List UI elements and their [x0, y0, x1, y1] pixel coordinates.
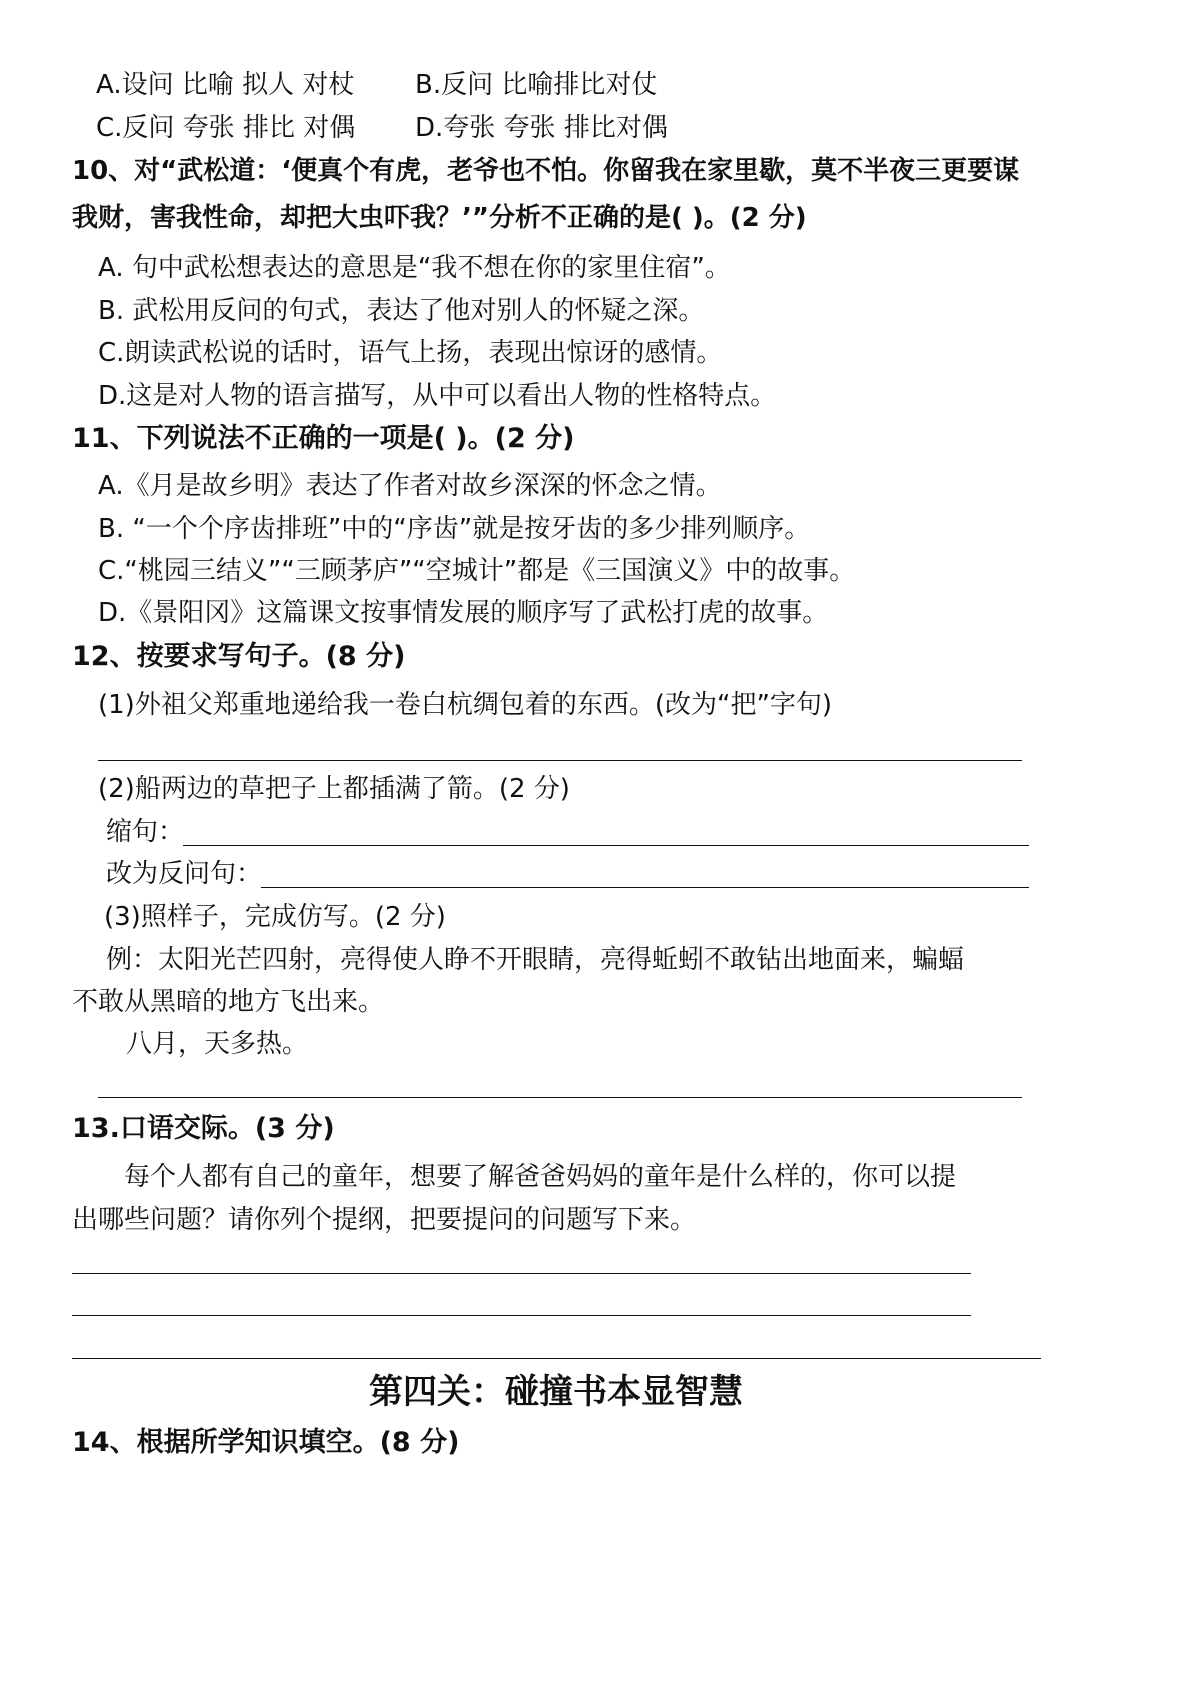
q12-subquestion-2: (2)船两边的草把子上都插满了箭。(2 分) [98, 774, 570, 804]
answer-line-q13-1[interactable] [72, 1273, 971, 1274]
answer-line-q13-2[interactable] [72, 1315, 971, 1316]
q11-option-c: C.“桃园三结义”“三顾茅庐”“空城计”都是《三国演义》中的故事。 [98, 556, 856, 586]
q10-option-c: C.朗读武松说的话时，语气上扬，表现出惊讶的感情。 [98, 338, 723, 368]
q11-option-d: D.《景阳冈》这篇课文按事情发展的顺序写了武松打虎的故事。 [98, 598, 829, 628]
q10-option-a: A. 句中武松想表达的意思是“我不想在你的家里住宿”。 [98, 253, 731, 283]
q13-body-line1: 每个人都有自己的童年，想要了解爸爸妈妈的童年是什么样的，你可以提 [124, 1162, 957, 1192]
q9-option-a: A.设问 比喻 拟人 对杖 [96, 70, 355, 100]
q12-condense-label: 缩句： [106, 817, 185, 847]
q12-imitation-prompt: 八月，天多热。 [126, 1029, 309, 1059]
q13-body-line2: 出哪些问题？请你列个提纲，把要提问的问题写下来。 [72, 1205, 697, 1235]
q12-subquestion-3: (3)照样子，完成仿写。(2 分) [104, 902, 446, 932]
q10-stem-line2: 我财，害我性命，却把大虫吓我？’”分析不正确的是( )。(2 分) [72, 203, 807, 233]
q9-option-c: C.反问 夸张 排比 对偶 [96, 113, 356, 143]
q13-stem: 13.口语交际。(3 分) [72, 1113, 335, 1144]
q11-option-a: A.《月是故乡明》表达了作者对故乡深深的怀念之情。 [98, 471, 722, 501]
q10-option-d: D.这是对人物的语言描写，从中可以看出人物的性格特点。 [98, 381, 777, 411]
q12-stem: 12、按要求写句子。(8 分) [72, 641, 406, 672]
section-title: 第四关：碰撞书本显智慧 [369, 1372, 743, 1412]
answer-line-q13-3[interactable] [72, 1358, 1041, 1359]
q12-example-line2: 不敢从黑暗的地方飞出来。 [72, 987, 385, 1017]
q10-option-b: B. 武松用反问的句式，表达了他对别人的怀疑之深。 [98, 296, 705, 326]
answer-line-rhetorical[interactable] [261, 887, 1029, 888]
q10-stem-line1: 10、对“武松道：‘便真个有虎，老爷也不怕。你留我在家里歇，莫不半夜三更要谋 [72, 156, 1020, 186]
q12-rhetorical-label: 改为反问句： [106, 859, 263, 889]
answer-line-imitation[interactable] [98, 1097, 1022, 1098]
q11-option-b: B. “一个个序齿排班”中的“序齿”就是按牙齿的多少排列顺序。 [98, 514, 811, 544]
q9-option-d: D.夸张 夸张 排比对偶 [415, 113, 668, 143]
q12-subquestion-1: (1)外祖父郑重地递给我一卷白杭绸包着的东西。(改为“把”字句) [98, 690, 833, 720]
q14-stem: 14、根据所学知识填空。(8 分) [72, 1427, 460, 1458]
q12-example-line1: 例：太阳光芒四射，亮得使人睁不开眼睛，亮得蚯蚓不敢钻出地面来，蝙蝠 [106, 945, 965, 975]
q11-stem: 11、下列说法不正确的一项是( )。(2 分) [72, 423, 575, 454]
answer-line-condense[interactable] [183, 845, 1029, 846]
answer-line-1[interactable] [98, 760, 1022, 761]
q9-option-b: B.反问 比喻排比对仗 [415, 70, 658, 100]
